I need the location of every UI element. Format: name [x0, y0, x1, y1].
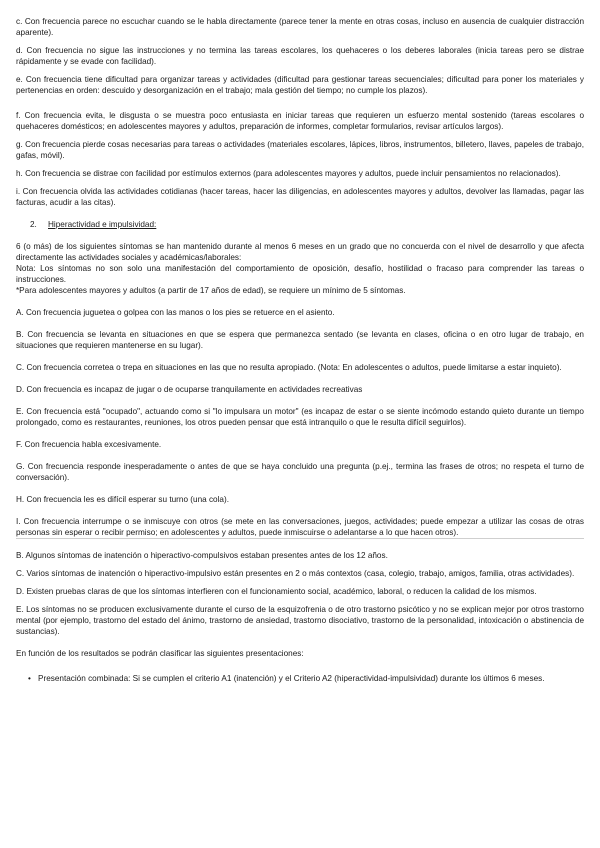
item-A: A. Con frecuencia juguetea o golpea con las manos o los pies se retuerce en el asiento.: [16, 308, 335, 317]
section-footnote: *Para adolescentes mayores y adultos (a partir de 17 años de edad), se requiere un mínimo de 5 síntomas.: [16, 286, 406, 295]
section-heading: [30, 219, 584, 230]
item-H: H. Con frecuencia les es difícil esperar su turno (una cola).: [16, 495, 229, 504]
criterion-B: B. Algunos síntomas de inatención o hiperactivo-compulsivos estaban presentes antes de los 12 años.: [16, 551, 388, 560]
criterion-C: C. Varios síntomas de inatención o hiperactivo-impulsivo están presentes en 2 o más contextos (casa, colegio, trabajo, amigos, familia, otras actividades).: [16, 569, 575, 578]
item-C: C. Con frecuencia corretea o trepa en situaciones en las que no resulta apropiado. (Nota: En adolescentes o adultos, puede limitarse a estar inquieto).: [16, 363, 562, 372]
item-B: B. Con frecuencia se levanta en situaciones en que se espera que permanezca sentado (se levanta en clases, oficina o en otro lugar de trabajo, en situaciones que requieren mantenerse en su lugar).: [16, 330, 584, 350]
document-page: [16, 16, 584, 684]
criterion-E: E. Los síntomas no se producen exclusivamente durante el curso de la esquizofrenia o de otro trastorno psicótico y no se explican mejor por otros trastorno mental (por ejemplo, trastorno del estado del ánimo, trastorno de ansiedad, trastorno disociativo, trastorno de la personalidad, intoxicación o abstinencia de sustancias).: [16, 605, 584, 636]
bullet-icon: •: [28, 674, 31, 683]
item-c: c. Con frecuencia parece no escuchar cuando se le habla directamente (parece tener la mente en otras cosas, incluso en ausencia de cualquier distracción aparente).: [16, 17, 584, 37]
item-i: i. Con frecuencia olvida las actividades cotidianas (hacer tareas, hacer las diligencias, en adolescentes mayores y adultos, devolver las llamadas, pagar las facturas, acudir a las citas).: [16, 187, 584, 207]
item-E: E. Con frecuencia está "ocupado", actuando como si "lo impulsara un motor" (es incapaz de estar o se siente incómodo estando quieto durante un tiempo prolongado, como es restaurantes, reuniones, los otros pueden pensar que está intranquilo o que le resulta difícil seguirlos).: [16, 407, 584, 427]
presentations-intro: En función de los resultados se podrán clasificar las siguientes presentaciones:: [16, 649, 304, 658]
item-h: h. Con frecuencia se distrae con facilidad por estímulos externos (para adolescentes mayores y adultos, puede incluir pensamientos no relacionados).: [16, 169, 561, 178]
divider: [16, 538, 584, 539]
item-D: D. Con frecuencia es incapaz de jugar o de ocuparse tranquilamente en actividades recreativas: [16, 385, 363, 394]
item-I: I. Con frecuencia interrumpe o se inmiscuye con otros (se mete en las conversaciones, juegos, actividades; puede empezar a utilizar las cosas de otras personas sin esperar o recibir permiso; en adolescentes y adultos, puede inmiscuirse o adelantarse a lo que hacen otros).: [16, 517, 584, 537]
item-e: e. Con frecuencia tiene dificultad para organizar tareas y actividades (dificultad para gestionar tareas secuenciales; dificultad para poner los materiales y pertenencias en orden: descuido y desorganización en el trabajo; mala gestión del tiempo; no cumple los plazos).: [16, 75, 584, 95]
item-G: G. Con frecuencia responde inesperadamente o antes de que se haya concluido una pregunta (p.ej., termina las frases de otros; no respeta el turno de conversación).: [16, 462, 584, 482]
item-f: f. Con frecuencia evita, le disgusta o se muestra poco entusiasta en iniciar tareas que requieren un esfuerzo mental sostenido (tareas escolares o quehaceres domésticos; en adolescentes mayores y adultos, preparación de informes, completar formularios, revisar artículos largos).: [16, 111, 584, 131]
item-d: d. Con frecuencia no sigue las instrucciones y no termina las tareas escolares, los quehaceres o los deberes laborales (inicia tareas pero se distrae rápidamente y se evade con facilidad).: [16, 46, 584, 66]
item-F: F. Con frecuencia habla excesivamente.: [16, 440, 162, 449]
presentation-text: Presentación combinada: Si se cumplen el criterio A1 (inatención) y el Criterio A2 (hiperactividad-impulsividad) durante los últimos 6 meses.: [38, 674, 545, 683]
section-number: 2.: [30, 220, 37, 229]
section-note: Nota: Los síntomas no son solo una manifestación del comportamiento de oposición, desafío, hostilidad o fracaso para comprender las tareas o instrucciones.: [16, 264, 584, 284]
presentation-item: [28, 673, 584, 684]
section-intro: 6 (o más) de los siguientes síntomas se han mantenido durante al menos 6 meses en un grado que no concuerda con el nivel de desarrollo y que afecta directamente las actividades sociales y académicas/laborales:: [16, 242, 584, 262]
criterion-D: D. Existen pruebas claras de que los síntomas interfieren con el funcionamiento social, académico, laboral, o reducen la calidad de los mismos.: [16, 587, 537, 596]
section-title: Hiperactividad e impulsividad:: [48, 220, 157, 229]
item-g: g. Con frecuencia pierde cosas necesarias para tareas o actividades (materiales escolares, lápices, libros, instrumentos, billetero, llaves, papeles de trabajo, gafas, móvil).: [16, 140, 584, 160]
